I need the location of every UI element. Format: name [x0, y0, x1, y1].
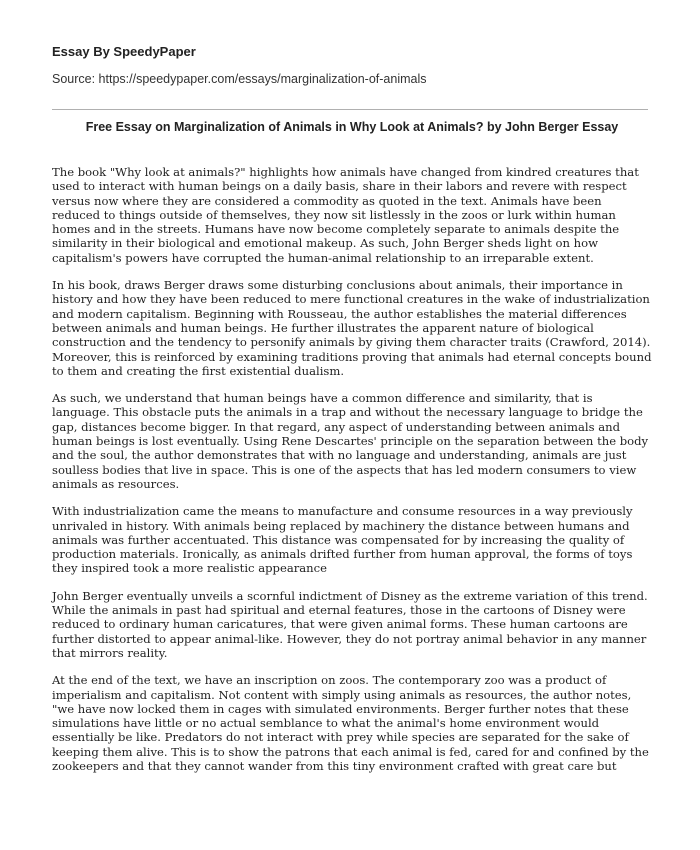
essay-title: Free Essay on Marginalization of Animals in Why Look at Animals? by John Berger Essay [85, 120, 619, 134]
essay-body [52, 165, 652, 786]
paragraph: At the end of the text, we have an inscription on zoos. The contemporary zoo was a product of imperialism and capitalism. Not content with simply using animals as resources, the author notes, "we have now locked them in cages with simulated environments. Berger further notes that these simulations have little or no actual semblance to what the animal's home environment would essentially be like. Predators do not interact with prey while species are separated for the sake of keeping them alive. This is to show the patrons that each animal is fed, cared for and confined by the zookeepers and that they cannot wander from this tiny environment crafted with great care but [52, 673, 649, 773]
paragraph: As such, we understand that human beings have a common difference and similarity, that is language. This obstacle puts the animals in a trap and without the necessary language to bridge the gap, distances become bigger. In that regard, any aspect of understanding between animals and human beings is lost eventually. Using Rene Descartes' principle on the separation between the body and the soul, the author demonstrates that with no language and understanding, animals are just soulless bodies that live in space. This is one of the aspects that has led modern consumers to view animals as resources. [52, 391, 649, 491]
source-line: Source: https://speedypaper.com/essays/marginalization-of-animals [52, 72, 427, 86]
paragraph: With industrialization came the means to manufacture and consume resources in a way previously unrivaled in history. With animals being replaced by machinery the distance between humans and animals was further accentuated. This distance was compensated for by increasing the quality of production materials. Ironically, as animals drifted further from human approval, the forms of toys they inspired took a more realistic appearance [52, 504, 633, 576]
essay-author-line: Essay By SpeedyPaper [52, 44, 196, 59]
paragraph: In his book, draws Berger draws some disturbing conclusions about animals, their importance in history and how they have been reduced to mere functional creatures in the wake of industrialization and modern capitalism. Beginning with Rousseau, the author establishes the material differences between animals and human beings. He further illustrates the apparent nature of biological construction and the tendency to personify animals by giving them character traits (Crawford, 2014). Moreover, this is reinforced by examining traditions proving that animals had eternal concepts bound to them and creating the first existential dualism. [52, 278, 652, 378]
paragraph: John Berger eventually unveils a scornful indictment of Disney as the extreme variation of this trend. While the animals in past had spiritual and eternal features, those in the cartoons of Disney were reduced to ordinary human caricatures, that were given animal forms. These human cartoons are further distorted to appear animal-like. However, they do not portray animal behavior in any manner that mirrors reality. [52, 588, 648, 660]
paragraph: The book "Why look at animals?" highlights how animals have changed from kindred creatures that used to interact with human beings on a daily basis, share in their labors and revere with respect versus now where they are considered a commodity as quoted in the text. Animals have been reduced to things outside of themselves, they now sit listlessly in the zoos or lurk within human homes and in the streets. Humans have now become completely separate to animals despite the similarity in their biological and emotional makeup. As such, John Berger sheds light on how capitalism's powers have corrupted the human-animal relationship to an irreparable extent. [52, 165, 639, 265]
header-divider [52, 109, 648, 110]
